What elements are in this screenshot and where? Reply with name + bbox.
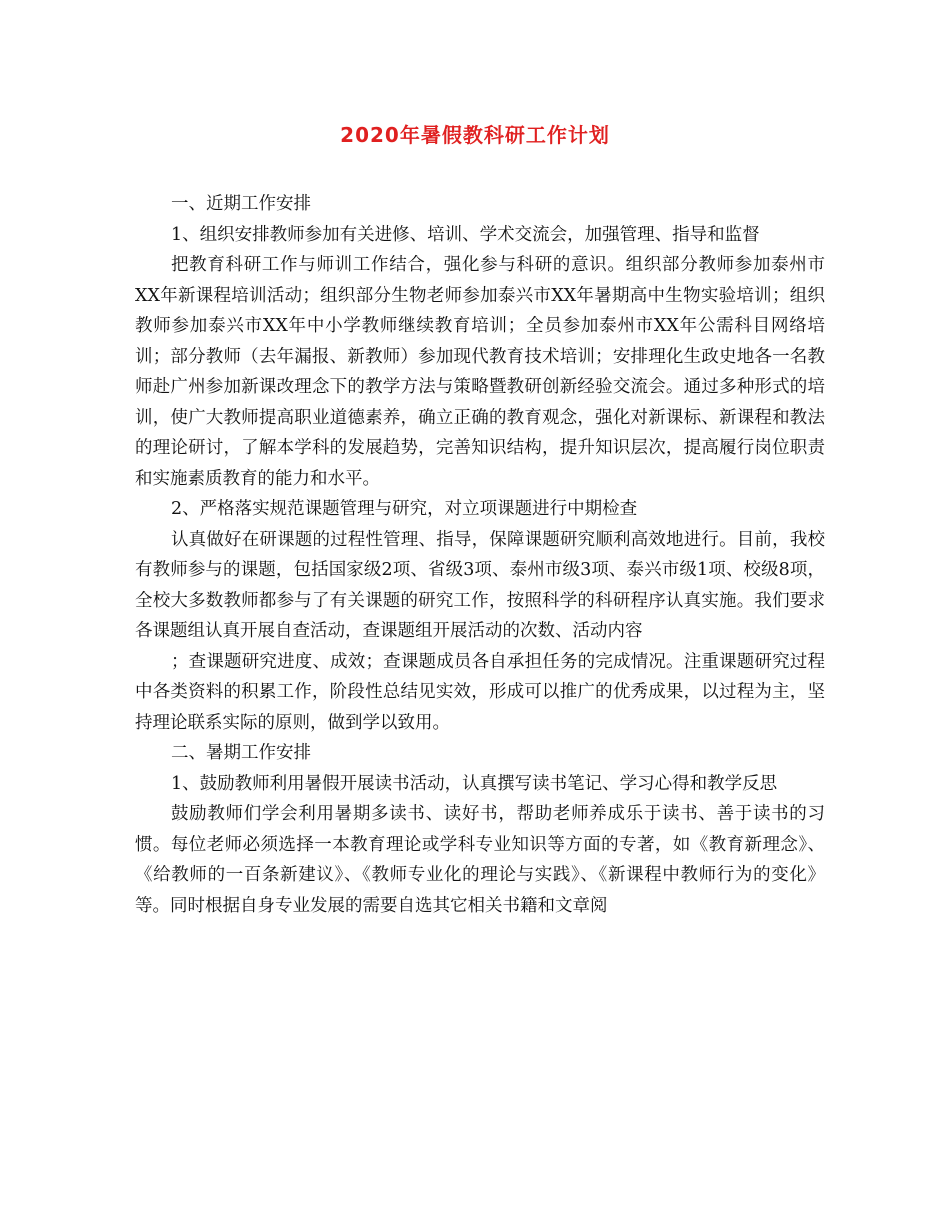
section-heading: 一、近期工作安排 bbox=[171, 194, 311, 214]
document-title: 2020年暑假教科研工作计划 bbox=[340, 123, 610, 147]
section-heading: 二、暑期工作安排 bbox=[171, 743, 311, 763]
body-paragraph: ；查课题研究进度、成效；查课题成员各自承担任务的完成情况。注重课题研究过程中各类资料的积累工作，阶段性总结见实效，形成可以推广的优秀成果，以过程为主，坚持理论联系实际的原则，做到学以致用。 bbox=[135, 651, 825, 733]
body-paragraph: 鼓励教师们学会利用暑期多读书、读好书，帮助老师养成乐于读书、善于读书的习惯。每位老师必须选择一本教育理论或学科专业知识等方面的专著，如《教育新理念》、《给教师的一百条新建议》、《教师专业化的理论与实践》、《新课程中教师行为的变化》等。同时根据自身专业发展的需要自选其它相关书籍和文章阅 bbox=[135, 804, 825, 916]
document-body bbox=[135, 189, 825, 921]
subsection-heading: 2、严格落实规范课题管理与研究，对立项课题进行中期检查 bbox=[171, 499, 638, 519]
body-paragraph: 把教育科研工作与师训工作结合，强化参与科研的意识。组织部分教师参加泰州市XX年新课程培训活动；组织部分生物老师参加泰兴市XX年暑期高中生物实验培训；组织教师参加泰兴市XX年中小学教师继续教育培训；全员参加泰州市XX年公需科目网络培训；部分教师（去年漏报、新教师）参加现代教育技术培训；安排理化生政史地各一名教师赴广州参加新课改理念下的教学方法与策略暨教研创新经验交流会。通过多种形式的培训，使广大教师提高职业道德素养，确立正确的教育观念，强化对新课标、新课程和教法的理论研讨，了解本学科的发展趋势，完善知识结构，提升知识层次，提高履行岗位职责和实施素质教育的能力和水平。 bbox=[135, 255, 825, 489]
subsection-heading: 1、组织安排教师参加有关进修、培训、学术交流会，加强管理、指导和监督 bbox=[171, 224, 760, 245]
body-paragraph: 认真做好在研课题的过程性管理、指导，保障课题研究顺利高效地进行。目前，我校有教师参与的课题，包括国家级2项、省级3项、泰州市级3项、泰兴市级1项、校级8项，全校大多数教师都参与了有关课题的研究工作，按照科学的科研程序认真实施。我们要求各课题组认真开展自查活动，查课题组开展活动的次数、活动内容 bbox=[135, 529, 825, 641]
subsection-heading: 1、鼓励教师利用暑假开展读书活动，认真撰写读书笔记、学习心得和教学反思 bbox=[171, 773, 778, 794]
